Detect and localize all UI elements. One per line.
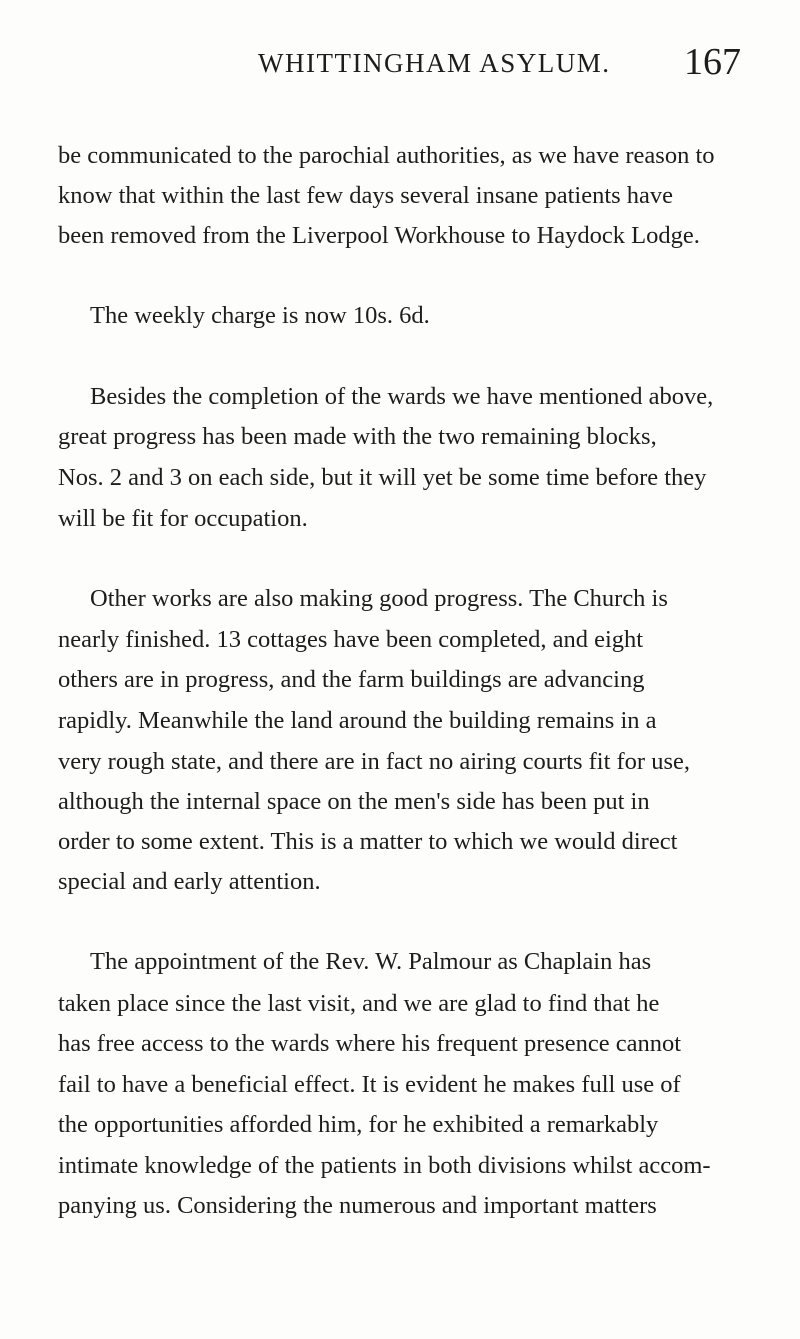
page-number: 167	[684, 41, 741, 83]
text-line: Other works are also making good progress. The Church is	[90, 585, 668, 612]
text-line: nearly finished. 13 cottages have been completed, and eight	[58, 626, 644, 653]
running-title: WHITTINGHAM ASYLUM.	[258, 48, 611, 78]
text-line: rapidly. Meanwhile the land around the building remains in a	[58, 707, 657, 734]
text-line: Besides the completion of the wards we have mentioned above,	[90, 383, 714, 410]
text-line: although the internal space on the men's side has been put in	[58, 788, 650, 815]
text-line: very rough state, and there are in fact no airing courts fit for use,	[58, 748, 690, 775]
text-line: great progress has been made with the two remaining blocks,	[58, 423, 657, 450]
text-line: taken place since the last visit, and we are glad to find that he	[58, 990, 660, 1017]
text-line: know that within the last few days several insane patients have	[58, 182, 674, 209]
text-line: fail to have a beneficial effect. It is evident he makes full use of	[58, 1071, 681, 1098]
text-line: be communicated to the parochial authorities, as we have reason to	[58, 142, 715, 169]
text-line: been removed from the Liverpool Workhouse to Haydock Lodge.	[58, 222, 700, 249]
text-line: has free access to the wards where his frequent presence cannot	[58, 1030, 682, 1057]
text-line: order to some extent. This is a matter to which we would direct	[58, 828, 678, 855]
text-line: will be fit for occupation.	[58, 505, 308, 532]
text-line: others are in progress, and the farm buildings are advancing	[58, 666, 645, 693]
text-line: The weekly charge is now 10s. 6d.	[90, 302, 430, 329]
text-line: special and early attention.	[58, 868, 321, 895]
text-line: panying us. Considering the numerous and important matters	[58, 1192, 657, 1219]
text-line: the opportunities afforded him, for he exhibited a remarkably	[58, 1111, 659, 1138]
text-line: The appointment of the Rev. W. Palmour as Chaplain has	[90, 948, 652, 975]
text-line: Nos. 2 and 3 on each side, but it will yet be some time before they	[58, 464, 707, 491]
text-line: intimate knowledge of the patients in both divisions whilst accom-	[58, 1152, 711, 1179]
